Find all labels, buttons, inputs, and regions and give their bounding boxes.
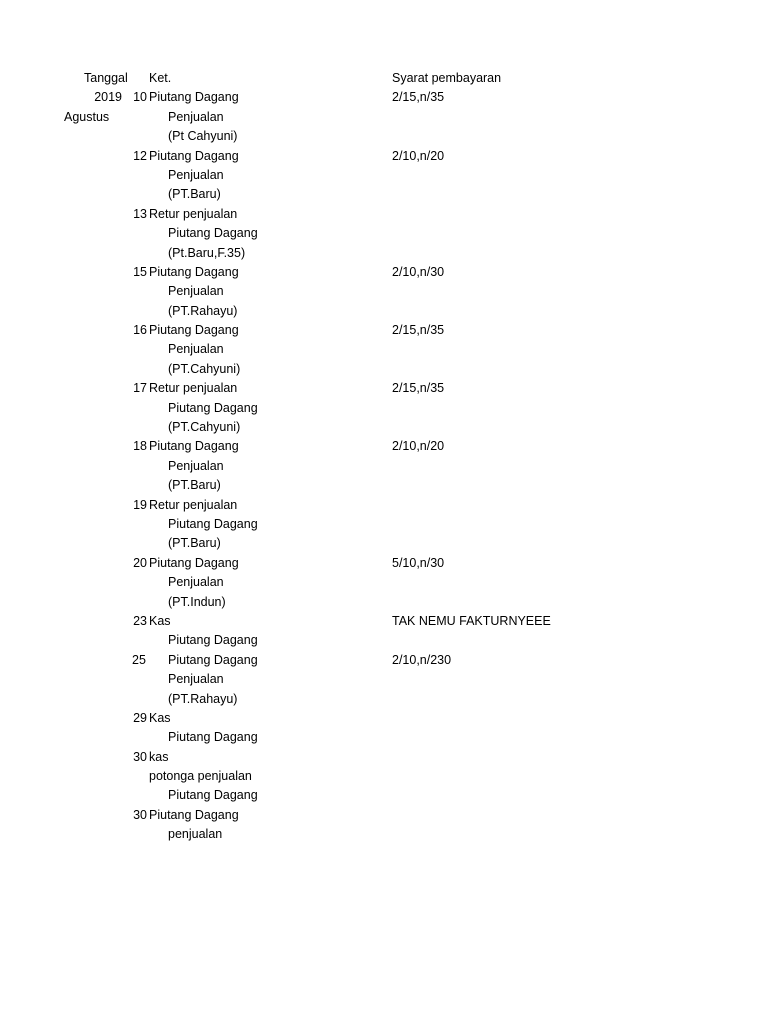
entry-account: Piutang Dagang xyxy=(168,652,258,667)
table-row xyxy=(0,437,768,456)
table-row xyxy=(0,263,768,282)
table-row xyxy=(0,651,768,670)
entry-day: 18 xyxy=(133,439,147,454)
entry-account: Penjualan xyxy=(168,109,224,124)
table-row xyxy=(0,399,768,418)
header-tanggal: Tanggal xyxy=(84,71,128,85)
entry-account: Penjualan xyxy=(168,167,224,182)
entry-account: (PT.Baru) xyxy=(168,536,221,551)
entry-day: 17 xyxy=(133,381,147,396)
entry-day: 12 xyxy=(133,148,147,163)
table-row xyxy=(0,670,768,689)
table-row xyxy=(0,88,768,107)
entry-day: 30 xyxy=(133,807,147,822)
entry-account: Retur penjualan xyxy=(149,206,238,221)
entry-account: Penjualan xyxy=(168,342,224,357)
entry-day: 19 xyxy=(133,497,147,512)
entry-account: Penjualan xyxy=(168,672,224,687)
entry-account: (PT.Rahayu) xyxy=(168,303,238,318)
entry-day: 29 xyxy=(133,710,147,725)
entry-account: Piutang Dagang xyxy=(149,555,239,570)
table-row xyxy=(0,573,768,592)
entry-account: Penjualan xyxy=(168,284,224,299)
journal-sheet xyxy=(0,69,768,845)
entry-day: 20 xyxy=(133,555,147,570)
table-row xyxy=(0,515,768,534)
entry-account: Penjualan xyxy=(168,575,224,590)
entry-day: 15 xyxy=(133,264,147,279)
table-row xyxy=(0,379,768,398)
entry-account: penjualan xyxy=(168,827,223,842)
date-year: 2019 xyxy=(94,90,122,105)
entry-account: (Pt Cahyuni) xyxy=(168,129,238,144)
entry-account: (Pt.Baru,F.35) xyxy=(168,245,246,260)
table-row xyxy=(0,127,768,146)
table-row xyxy=(0,108,768,127)
table-row xyxy=(0,728,768,747)
table-row xyxy=(0,185,768,204)
entry-account: Penjualan xyxy=(168,458,224,473)
entry-account: (PT.Indun) xyxy=(168,594,226,609)
entry-terms: 2/10,n/230 xyxy=(392,652,452,667)
table-row xyxy=(0,534,768,553)
table-row xyxy=(0,224,768,243)
entry-account: Piutang Dagang xyxy=(168,226,258,241)
entry-account: Piutang Dagang xyxy=(149,439,239,454)
entry-day: 23 xyxy=(133,613,147,628)
entry-account: Piutang Dagang xyxy=(168,730,258,745)
table-row xyxy=(0,612,768,631)
entry-terms: 2/10,n/20 xyxy=(392,439,445,454)
entry-account: Retur penjualan xyxy=(149,497,238,512)
entry-account: Piutang Dagang xyxy=(168,400,258,415)
date-month: Agustus xyxy=(64,109,110,124)
entry-account: (PT.Baru) xyxy=(168,478,221,493)
table-row xyxy=(0,593,768,612)
entry-account: (PT.Cahyuni) xyxy=(168,361,241,376)
entry-day: 13 xyxy=(133,206,147,221)
date-month-cell xyxy=(60,108,124,127)
table-row xyxy=(0,825,768,844)
entry-day: 10 xyxy=(133,90,147,105)
table-row xyxy=(0,244,768,263)
entry-account: Piutang Dagang xyxy=(149,148,239,163)
entry-account: Piutang Dagang xyxy=(168,516,258,531)
table-row xyxy=(0,340,768,359)
table-row xyxy=(0,457,768,476)
table-row xyxy=(0,631,768,650)
table-row xyxy=(0,709,768,728)
entry-terms: 2/15,n/35 xyxy=(392,381,445,396)
table-row xyxy=(0,748,768,767)
table-row xyxy=(0,418,768,437)
table-row xyxy=(0,554,768,573)
entry-day: 30 xyxy=(133,749,147,764)
entry-account: Piutang Dagang xyxy=(149,807,239,822)
entry-terms: 2/15,n/35 xyxy=(392,323,445,338)
entry-account: (PT.Cahyuni) xyxy=(168,420,241,435)
entry-account: Piutang Dagang xyxy=(168,788,258,803)
table-row xyxy=(0,767,768,786)
entry-account: Kas xyxy=(149,710,171,725)
table-row xyxy=(0,282,768,301)
entry-account: potonga penjualan xyxy=(149,769,252,784)
table-row xyxy=(0,321,768,340)
table-row xyxy=(0,806,768,825)
header-syarat-pembayaran: Syarat pembayaran xyxy=(392,71,502,85)
table-row xyxy=(0,786,768,805)
entry-terms: 2/15,n/35 xyxy=(392,90,445,105)
entry-day: 25 xyxy=(132,652,146,667)
header-row xyxy=(0,69,768,88)
table-row xyxy=(0,302,768,321)
entry-account: Retur penjualan xyxy=(149,381,238,396)
entry-account: Kas xyxy=(149,613,171,628)
entry-day: 16 xyxy=(133,323,147,338)
table-row xyxy=(0,690,768,709)
entry-terms: 2/10,n/30 xyxy=(392,264,445,279)
entry-account: kas xyxy=(149,749,169,764)
table-row xyxy=(0,476,768,495)
entry-account: (PT.Baru) xyxy=(168,187,221,202)
date-year-cell xyxy=(60,88,124,107)
entry-terms: TAK NEMU FAKTURNYEEE xyxy=(392,613,551,628)
entry-terms: 5/10,n/30 xyxy=(392,555,445,570)
table-row xyxy=(0,360,768,379)
entry-terms: 2/10,n/20 xyxy=(392,148,445,163)
table-row xyxy=(0,496,768,515)
entry-account: Piutang Dagang xyxy=(149,90,239,105)
table-row xyxy=(0,147,768,166)
header-ket: Ket. xyxy=(149,71,172,85)
journal-rows xyxy=(0,88,768,844)
entry-account: (PT.Rahayu) xyxy=(168,691,238,706)
table-row xyxy=(0,205,768,224)
entry-account: Piutang Dagang xyxy=(149,323,239,338)
table-row xyxy=(0,166,768,185)
entry-account: Piutang Dagang xyxy=(149,264,239,279)
entry-account: Piutang Dagang xyxy=(168,633,258,648)
